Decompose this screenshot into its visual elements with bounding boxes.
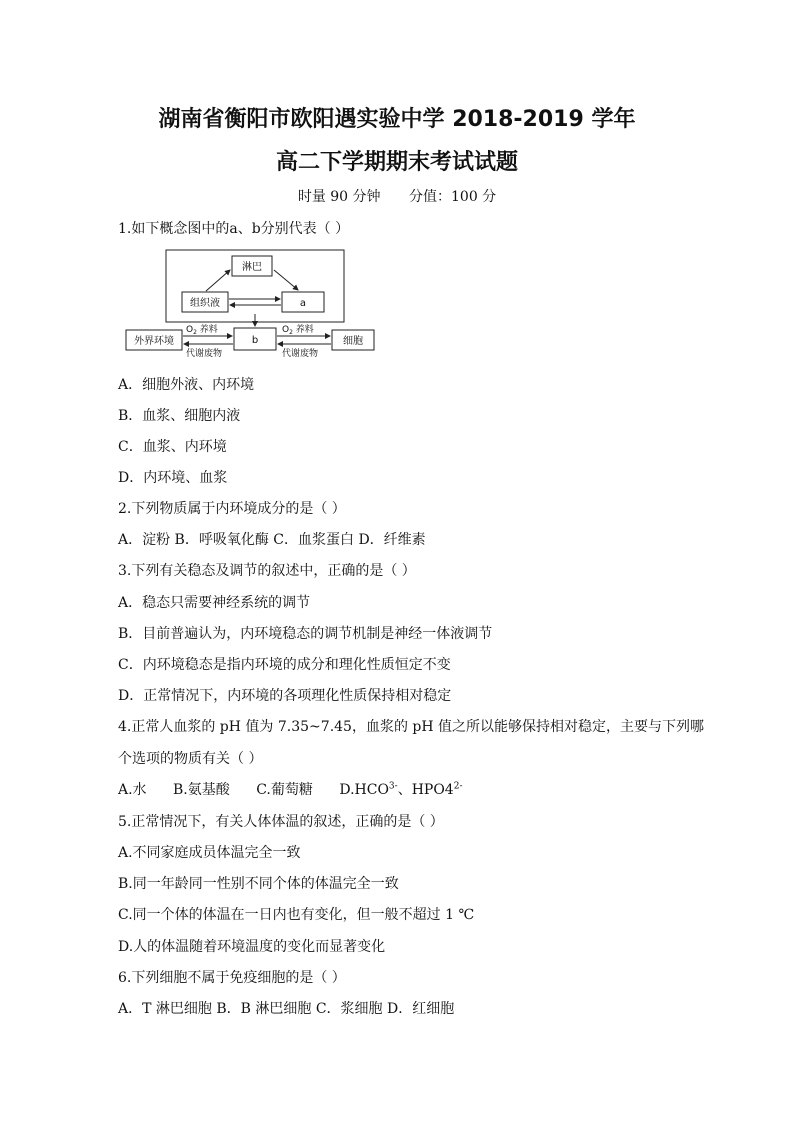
q5-option-b: B.同一年龄同一性别不同个体的体温完全一致 xyxy=(118,876,399,892)
q4-option-b: B.氨基酸 xyxy=(173,782,230,798)
q4-option-d: $D.HCO^{3-}$、$HPO4^{2-}$ xyxy=(339,781,463,798)
lymph-label: 淋巴 xyxy=(242,262,262,273)
full-score: 分值：100 分 xyxy=(409,189,497,205)
exam-title-line1: 湖南省衡阳市欧阳遇实验中学 2018-2019 学年 xyxy=(158,107,636,132)
o2-nutrients-right: $O_2$ 养料 xyxy=(282,325,314,336)
q6-options: A．T 淋巴细胞 B．B 淋巴细胞 C．浆细胞 D．红细胞 xyxy=(118,1001,455,1017)
b-label: b xyxy=(251,335,259,346)
q3-option-d: D．正常情况下，内环境的各项理化性质保持相对稳定 xyxy=(118,688,452,704)
q4-stem-line1: 4.正常人血浆的 pH 值为 7.35~7.45，血浆的 pH 值之所以能够保持相对稳定，主要与下列哪 xyxy=(118,719,705,735)
o2-nutrients-left: $O_2$ 养料 xyxy=(186,325,218,336)
q2-stem: 2.下列物质属于内环境成分的是（ ） xyxy=(118,501,346,517)
q4-options xyxy=(118,779,463,799)
cell-label: 细胞 xyxy=(343,336,363,347)
q1-stem: 1.如下概念图中的a、b分别代表（ ） xyxy=(118,221,350,237)
q4-option-a: A.水 xyxy=(118,782,147,798)
exam-meta xyxy=(0,186,794,206)
q4-option-c: C.葡萄糖 xyxy=(256,782,313,798)
time-limit: 时量 90 分钟 xyxy=(297,189,381,205)
exam-title-line2: 高二下学期期末考试试题 xyxy=(275,150,518,175)
waste-left: 代谢废物 xyxy=(186,349,223,358)
q1-option-c: C．血浆、内环境 xyxy=(118,439,227,455)
q3-stem: 3.下列有关稳态及调节的叙述中，正确的是（ ） xyxy=(118,563,416,579)
q1-option-a: A．细胞外液、内环境 xyxy=(118,377,255,393)
q1-option-d: D．内环境、血浆 xyxy=(118,470,228,486)
outside-label: 外界环境 xyxy=(134,336,174,347)
q5-option-a: A.不同家庭成员体温完全一致 xyxy=(118,845,301,861)
q3-option-b: B．目前普遍认为，内环境稳态的调节机制是神经一体液调节 xyxy=(118,626,493,642)
q6-stem: 6.下列细胞不属于免疫细胞的是（ ） xyxy=(118,970,346,986)
waste-right: 代谢废物 xyxy=(282,349,319,358)
q5-option-c: C.同一个体的体温在一日内也有变化，但一般不超过 1 ℃ xyxy=(118,907,475,923)
arrow-tissue-to-lymph xyxy=(206,270,230,291)
q3-option-a: A．稳态只需要神经系统的调节 xyxy=(118,595,311,611)
concept-diagram xyxy=(124,244,378,358)
q4-stem-line2: 个选项的物质有关（ ） xyxy=(118,751,263,767)
tissue-fluid-label: 组织液 xyxy=(190,298,220,309)
a-label: a xyxy=(299,298,307,309)
q2-options: A．淀粉 B．呼吸氧化酶 C．血浆蛋白 D．纤维素 xyxy=(118,532,426,548)
q3-option-c: C．内环境稳态是指内环境的成分和理化性质恒定不变 xyxy=(118,657,451,673)
q5-stem: 5.正常情况下，有关人体体温的叙述，正确的是（ ） xyxy=(118,814,444,830)
q1-option-b: B．血浆、细胞内液 xyxy=(118,408,241,424)
q5-option-d: D.人的体温随着环境温度的变化而显著变化 xyxy=(118,939,386,955)
arrow-lymph-to-a xyxy=(274,270,298,290)
